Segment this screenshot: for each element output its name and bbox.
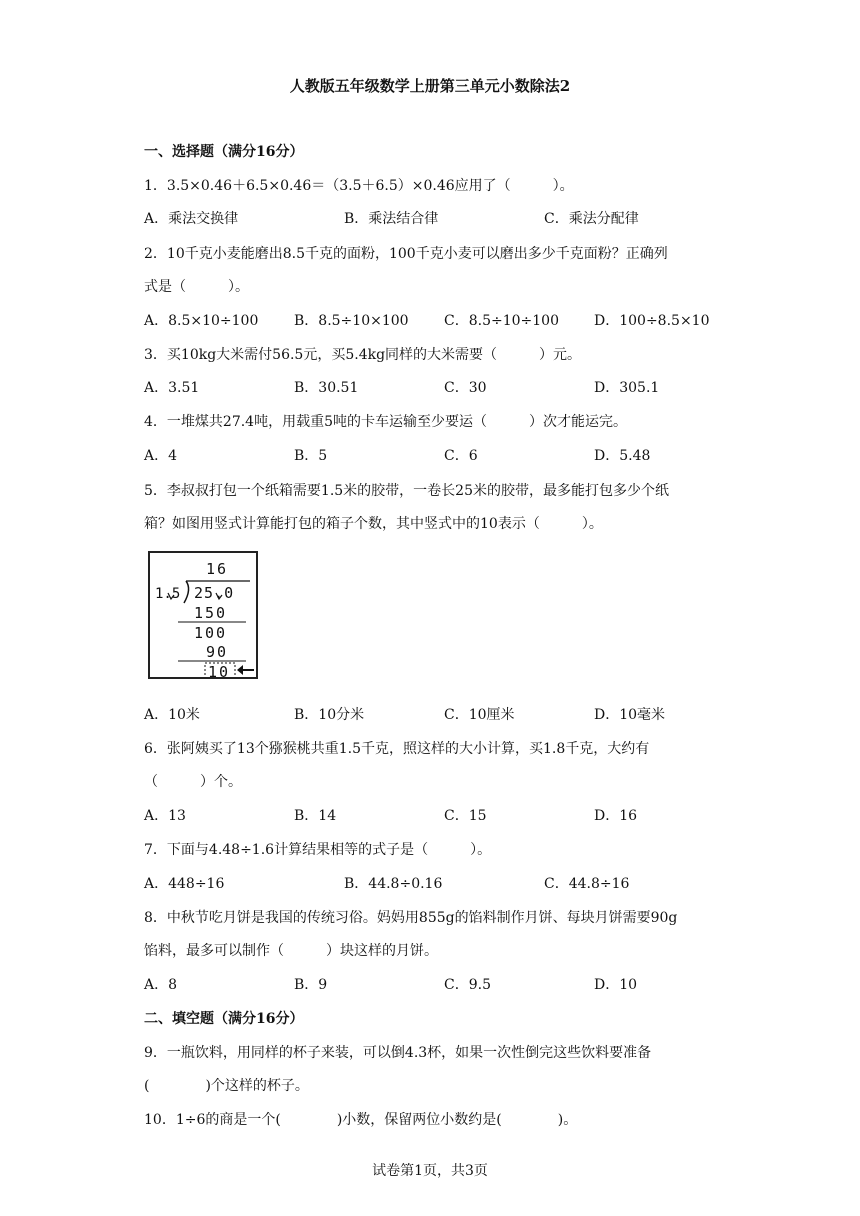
q5-option-d: D．10毫米 [594, 707, 666, 723]
q4-option-a: A．4 [144, 448, 178, 464]
question-10-stem: 10．1÷6的商是一个( )小数，保留两位小数约是( )。 [144, 1112, 578, 1128]
question-6-stem-line1: 6．张阿姨买了13个猕猴桃共重1.5千克，照这样的大小计算，买1.8千克，大约有 [144, 741, 650, 757]
page-footer: 试卷第1页，共3页 [372, 1163, 488, 1179]
question-5-stem-line1: 5．李叔叔打包一个纸箱需要1.5米的胶带，一卷长25米的胶带，最多能打包多少个纸 [144, 483, 669, 499]
q5-option-b: B．10分米 [294, 707, 365, 723]
question-8-stem-line2: 馅料，最多可以制作（ ）块这样的月饼。 [144, 943, 438, 959]
section-heading-choice: 一、选择题（满分16分） [144, 144, 304, 160]
q3-option-c: C．30 [444, 380, 487, 396]
q5-option-a: A．10米 [144, 707, 200, 723]
question-8-stem-line1: 8．中秋节吃月饼是我国的传统习俗。妈妈用855g的馅料制作月饼、每块月饼需要90g [144, 910, 678, 926]
divisor-value: 1.5 [155, 586, 181, 602]
q6-option-c: C．15 [444, 808, 487, 824]
q1-option-b: B．乘法结合律 [344, 211, 439, 227]
question-7-stem: 7．下面与4.48÷1.6计算结果相等的式子是（ ）。 [144, 842, 492, 858]
q4-option-b: B．5 [294, 448, 328, 464]
question-2-stem-line1: 2．10千克小麦能磨出8.5千克的面粉，100千克小麦可以磨出多少千克面粉？正确列 [144, 246, 668, 262]
subtract-row-1: 150 [194, 604, 228, 622]
subtract-row-2: 100 [194, 624, 228, 642]
q6-option-b: B．14 [294, 808, 337, 824]
q2-option-a: A．8.5×10÷100 [144, 313, 259, 329]
long-division-figure [148, 551, 258, 679]
division-bracket [184, 581, 189, 603]
dividend-value: 25.0 [194, 584, 235, 602]
question-3-stem: 3．买10kg大米需付56.5元，买5.4kg同样的大米需要（ ）元。 [144, 347, 582, 363]
section-heading-fill: 二、填空题（满分16分） [144, 1011, 304, 1027]
question-5-stem-line2: 箱？如图用竖式计算能打包的箱子个数，其中竖式中的10表示（ ）。 [144, 516, 603, 532]
q2-option-c: C．8.5÷10÷100 [444, 313, 559, 329]
question-1-stem: 1．3.5×0.46＋6.5×0.46＝（3.5＋6.5）×0.46应用了（ ）。 [144, 178, 574, 194]
question-4-stem: 4．一堆煤共27.4吨，用载重5吨的卡车运输至少要运（ ）次才能运完。 [144, 414, 627, 430]
q8-option-c: C．9.5 [444, 977, 491, 993]
q8-option-b: B．9 [294, 977, 328, 993]
q8-option-a: A．8 [144, 977, 178, 993]
q1-option-a: A．乘法交换律 [144, 211, 239, 227]
long-division-drawing [150, 553, 256, 677]
remainder-value: 10 [208, 663, 231, 677]
question-9-stem-line2: ( )个这样的杯子。 [144, 1078, 309, 1094]
subtract-row-3: 90 [206, 643, 229, 661]
q6-option-a: A．13 [144, 808, 186, 824]
question-2-stem-line2: 式是（ ）。 [144, 279, 249, 295]
q4-option-d: D．5.48 [594, 448, 651, 464]
q2-option-b: B．8.5÷10×100 [294, 313, 409, 329]
q1-option-c: C．乘法分配律 [544, 211, 639, 227]
q2-option-d: D．100÷8.5×10 [594, 313, 710, 329]
question-9-stem-line1: 9．一瓶饮料，用同样的杯子来装，可以倒4.3杯，如果一次性倒完这些饮料要准备 [144, 1045, 652, 1061]
question-6-stem-line2: （ ）个。 [144, 774, 242, 790]
arrow-left-icon [237, 665, 243, 675]
q6-option-d: D．16 [594, 808, 638, 824]
q3-option-a: A．3.51 [144, 380, 200, 396]
q7-option-a: A．448÷16 [144, 876, 225, 892]
q7-option-b: B．44.8÷0.16 [344, 876, 443, 892]
q3-option-b: B．30.51 [294, 380, 359, 396]
q5-option-c: C．10厘米 [444, 707, 515, 723]
q4-option-c: C．6 [444, 448, 478, 464]
q7-option-c: C．44.8÷16 [544, 876, 630, 892]
q3-option-d: D．305.1 [594, 380, 660, 396]
quotient-digits: 16 [206, 560, 229, 578]
page-title: 人教版五年级数学上册第三单元小数除法2 [289, 77, 571, 95]
q8-option-d: D．10 [594, 977, 638, 993]
